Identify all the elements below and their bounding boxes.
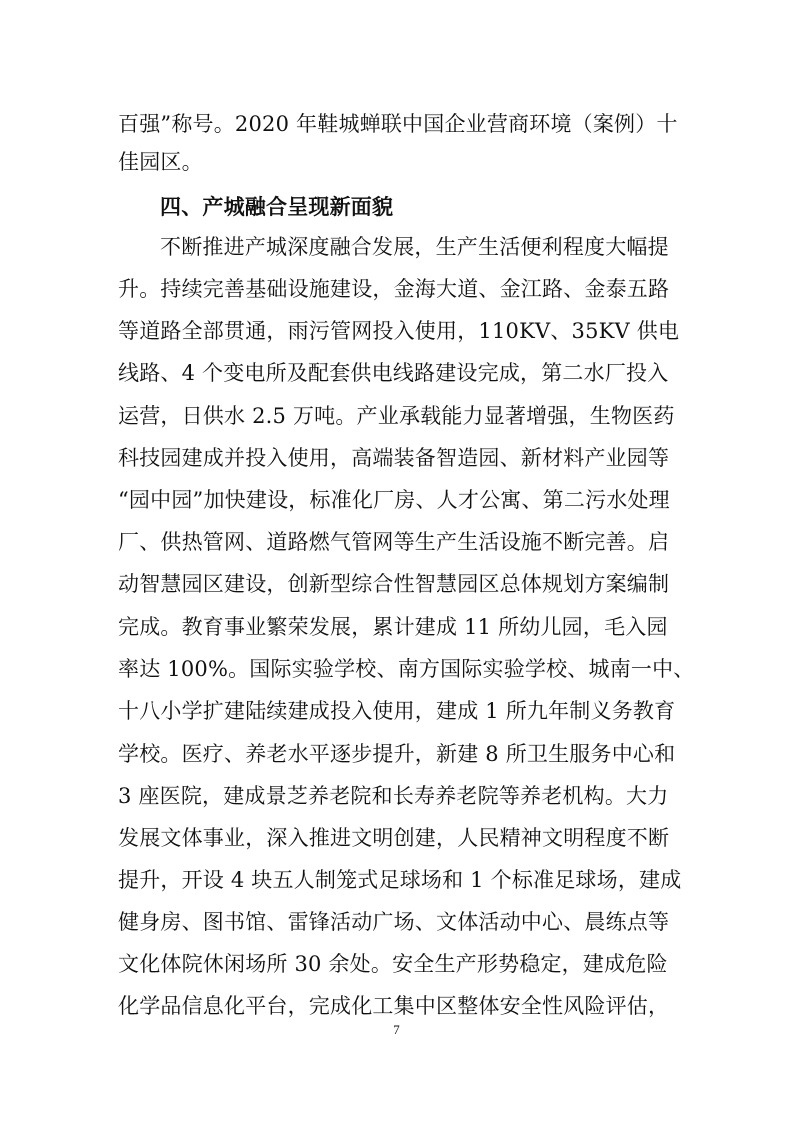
body-text-line: 十八小学扩建陆续建成投入使用，建成 1 所九年制义务教育: [118, 699, 676, 723]
body-text-line: 等道路全部贯通，雨污管网投入使用，110KV、35KV 供电: [118, 319, 680, 343]
body-text-line: 发展文体事业，深入推进文明创建，人民精神文明程度不断: [118, 826, 670, 850]
body-text-line: “园中园”加快建设，标准化厂房、人才公寓、第二污水处理: [118, 488, 670, 512]
body-text-line: 不断推进产城深度融合发展，生产生活便利程度大幅提: [160, 235, 669, 259]
body-text-line: 率达 100%。国际实验学校、南方国际实验学校、城南一中、: [118, 657, 695, 681]
body-text-line: 完成。教育事业繁荣发展，累计建成 11 所幼儿园，毛入园: [118, 615, 668, 639]
section-heading: 四、产城融合呈现新面貌: [160, 195, 394, 219]
body-text-line: 百强”称号。2020 年鞋城蝉联中国企业营商环境（案例）十: [118, 112, 678, 136]
body-text-line: 3 座医院，建成景芝养老院和长寿养老院等养老机构。大力: [118, 784, 669, 808]
body-text-line: 文化体院休闲场所 30 余处。安全生产形势稳定，建成危险: [118, 952, 668, 976]
body-text-line: 厂、供热管网、道路燃气管网等生产生活设施不断完善。启: [118, 530, 670, 554]
body-text-line: 提升，开设 4 块五人制笼式足球场和 1 个标准足球场，建成: [118, 868, 682, 892]
body-text-line: 佳园区。: [118, 150, 203, 174]
body-text-line: 动智慧园区建设，创新型综合性智慧园区总体规划方案编制: [118, 572, 670, 596]
body-text-line: 线路、4 个变电所及配套供电线路建设完成，第二水厂投入: [118, 361, 669, 385]
body-text-line: 健身房、图书馆、雷锋活动广场、文体活动中心、晨练点等: [118, 910, 670, 934]
body-text-line: 科技园建成并投入使用，高端装备智造园、新材料产业园等: [118, 446, 670, 470]
page-number: 7: [393, 1022, 400, 1037]
body-text-line: 学校。医疗、养老水平逐步提升，新建 8 所卫生服务中心和: [118, 742, 676, 766]
body-text-line: 化学品信息化平台，完成化工集中区整体安全性风险评估，: [118, 994, 670, 1018]
body-text-line: 运营，日供水 2.5 万吨。产业承载能力显著增强，生物医药: [118, 404, 675, 428]
body-text-line: 升。持续完善基础设施建设，金海大道、金江路、金泰五路: [118, 277, 670, 301]
